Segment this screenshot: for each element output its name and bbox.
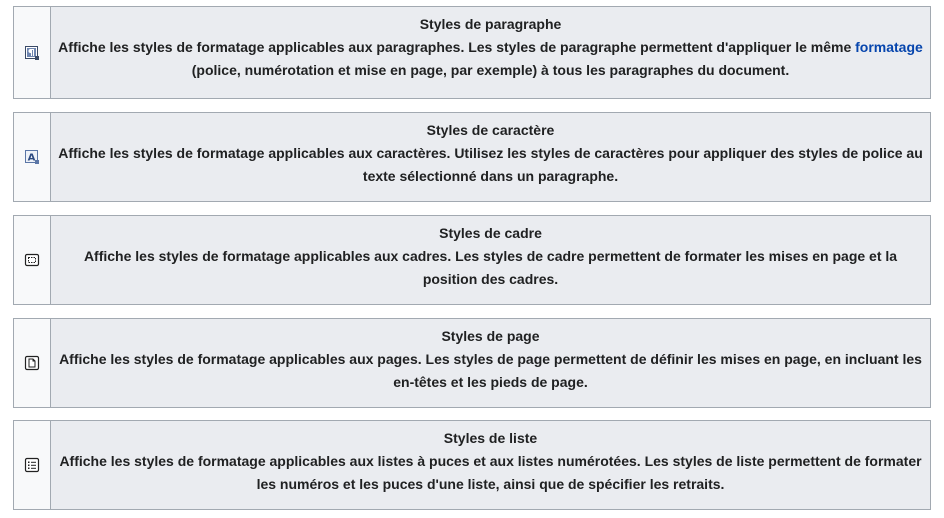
- list-styles-table: [13, 420, 931, 510]
- frame-styles-table: [13, 215, 931, 305]
- page-styles-title: Styles de page: [441, 328, 540, 344]
- page-styles-description: Affiche les styles de formatage applicables aux pages. Les styles de page permettent de définir les mises en page, en incluant les en-têtes et les pieds de page.: [59, 351, 922, 390]
- page-styles-icon-cell: [14, 319, 51, 407]
- frame-styles-icon-cell: [14, 216, 51, 304]
- page-styles-text-cell: [51, 319, 930, 407]
- list-styles-description: Affiche les styles de formatage applicables aux listes à puces et aux listes numérotées. Les styles de liste permettent de formater les numéros et les puces d'une liste, ainsi que de spécifier les retraits.: [59, 453, 922, 492]
- list-styles-title: Styles de liste: [443, 430, 538, 446]
- paragraph-styles-text-cell: [51, 7, 930, 98]
- character-styles-text-cell: [51, 113, 930, 201]
- list-styles-text-cell: [51, 421, 930, 509]
- character-style-icon: [24, 149, 40, 165]
- formatage-link[interactable]: formatage: [855, 39, 923, 55]
- paragraph-styles-desc-start: Affiche les styles de formatage applicables aux paragraphes. Les styles de paragraphe permettent d'appliquer le même: [58, 39, 856, 55]
- paragraph-styles-table: [13, 6, 931, 99]
- paragraph-style-icon: [24, 45, 40, 61]
- paragraph-styles-description: [57, 36, 924, 82]
- frame-style-icon: [24, 252, 40, 268]
- page-styles-table: [13, 318, 931, 408]
- frame-styles-title: Styles de cadre: [439, 225, 542, 241]
- paragraph-styles-title: Styles de paragraphe: [419, 16, 562, 32]
- character-styles-table: [13, 112, 931, 202]
- svg-text:A: A: [27, 152, 36, 164]
- character-styles-description: Affiche les styles de formatage applicables aux caractères. Utilisez les styles de caractères pour appliquer des styles de police au texte sélectionné dans un paragraphe.: [58, 145, 923, 184]
- list-style-icon: [24, 457, 40, 473]
- page-style-icon: [24, 355, 40, 371]
- character-styles-title: Styles de caractère: [426, 122, 555, 138]
- frame-styles-description: Affiche les styles de formatage applicables aux cadres. Les styles de cadre permettent de formater les mises en page et la position des cadres.: [83, 248, 898, 287]
- paragraph-styles-desc-end: (police, numérotation et mise en page, par exemple) à tous les paragraphes du document.: [191, 62, 790, 78]
- frame-styles-text-cell: [51, 216, 930, 304]
- paragraph-styles-icon-cell: [14, 7, 51, 98]
- character-styles-icon-cell: [14, 113, 51, 201]
- list-styles-icon-cell: [14, 421, 51, 509]
